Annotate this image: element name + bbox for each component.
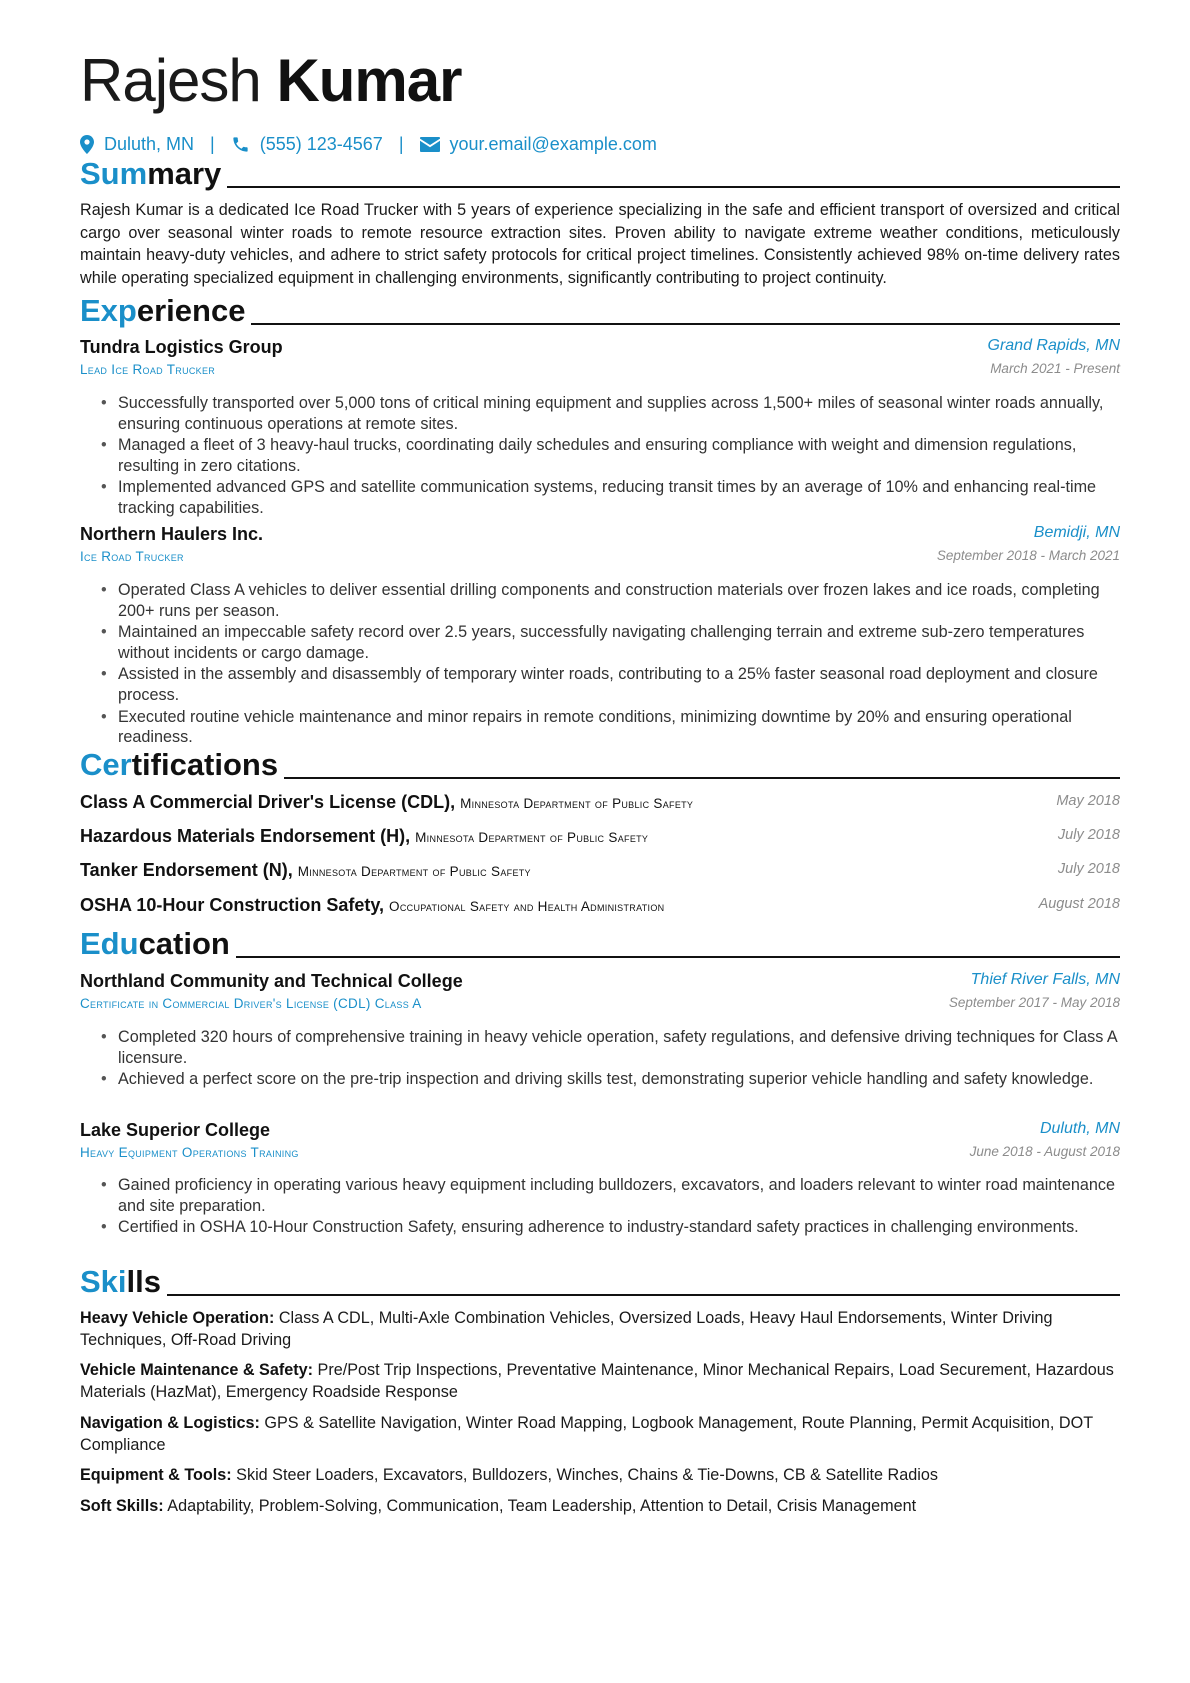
- contact-separator: |: [398, 134, 404, 154]
- skill-label: Equipment & Tools:: [80, 1466, 232, 1484]
- contact-location: [80, 134, 194, 155]
- employer-name: Northern Haulers Inc.: [80, 524, 264, 544]
- certification-issuer: Minnesota Department of Public Safety: [297, 864, 531, 879]
- skill-values: Skid Steer Loaders, Excavators, Bulldozers, Winches, Chains & Tie-Downs, CB & Satellite Radios: [236, 1466, 938, 1484]
- map-pin-icon: [80, 135, 94, 154]
- list-item: • Successfully transported over 5,000 tons of critical mining equipment and supplies across 1,500+ miles of seasonal winter roads annually, ensuring continuous operations at remote sites.: [80, 393, 1120, 434]
- contact-separator: |: [210, 134, 215, 154]
- section-rule: [284, 777, 1120, 779]
- candidate-name: [80, 46, 462, 116]
- certification-row: [80, 895, 1120, 921]
- job-title: Ice Road Trucker: [80, 549, 184, 564]
- list-item: • Assisted in the assembly and disassembly of temporary winter roads, contributing to a 25% faster seasonal road deployment and closure process.: [80, 664, 1120, 705]
- skill-values: Class A CDL, Multi-Axle Combination Vehicles, Oversized Loads, Heavy Haul Endorsements, Winter Driving Techniques, Off-Road Driving: [80, 1309, 1053, 1349]
- summary-heading: [80, 156, 1120, 192]
- job-location: Bemidji, MN: [1033, 524, 1120, 541]
- certification-row: [80, 860, 1120, 886]
- section-title: Experience: [80, 293, 246, 328]
- certification-name: Class A Commercial Driver's License (CDL), Minnesota Department of Public Safety: [80, 792, 694, 812]
- job-dates: September 2018 - March 2021: [936, 548, 1120, 563]
- skill-group: [80, 1412, 1120, 1456]
- section-title: Skills: [80, 1264, 161, 1299]
- skill-values: GPS & Satellite Navigation, Winter Road Mapping, Logbook Management, Route Planning, Permit Acquisition, DOT Compliance: [80, 1414, 1093, 1454]
- job-location: Grand Rapids, MN: [987, 337, 1120, 354]
- skill-label: Soft Skills:: [80, 1497, 164, 1515]
- certification-name: OSHA 10-Hour Construction Safety, Occupational Safety and Health Administration: [80, 895, 665, 915]
- section-title: Certifications: [80, 747, 279, 782]
- list-item: • Achieved a perfect score on the pre-trip inspection and driving skills test, demonstrating superior vehicle handling and safety knowledge.: [80, 1069, 1120, 1090]
- contact-phone[interactable]: [231, 134, 383, 155]
- summary-text: Rajesh Kumar is a dedicated Ice Road Trucker with 5 years of experience specializing in the safe and efficient transport of oversized and critical cargo over seasonal winter roads to remote resource extraction sites. Proven ability to navigate extreme weather conditions, meticulously maintain heavy-duty vehicles, and adhere to strict safety protocols for critical project timelines. Consistently achieved 98% on-time delivery rates while operating specialized equipment in challenging environments, significantly contributing to project continuity.: [80, 201, 1120, 287]
- skill-group: [80, 1359, 1120, 1403]
- job-bullets: [80, 580, 1120, 749]
- last-name: Kumar: [276, 47, 462, 114]
- certification-issuer: Minnesota Department of Public Safety: [415, 830, 649, 845]
- school-name: Northland Community and Technical College: [80, 971, 463, 991]
- section-title: Education: [80, 926, 230, 961]
- certification-name: Tanker Endorsement (N), Minnesota Department of Public Safety: [80, 860, 531, 880]
- job-bullets: [80, 393, 1120, 520]
- school-bullets: [80, 1175, 1120, 1239]
- certification-date: May 2018: [1056, 793, 1120, 809]
- first-name: Rajesh: [80, 47, 261, 114]
- list-item: • Maintained an impeccable safety record over 2.5 years, successfully navigating challenging terrain and extreme sub-zero temperatures without incidents or cargo damage.: [80, 622, 1120, 663]
- certifications-heading: [80, 747, 1120, 783]
- skills-heading: [80, 1264, 1120, 1300]
- contact-email[interactable]: [420, 134, 657, 155]
- list-item: • Executed routine vehicle maintenance and minor repairs in remote conditions, minimizing downtime by 20% and ensuring operational readiness.: [80, 707, 1120, 748]
- certification-date: July 2018: [1057, 861, 1120, 877]
- section-rule: [236, 956, 1120, 958]
- certification-row: [80, 826, 1120, 852]
- certification-date: August 2018: [1038, 896, 1120, 912]
- section-title: Summary: [80, 156, 222, 191]
- program-name: Heavy Equipment Operations Training: [80, 1145, 299, 1160]
- list-item: • Gained proficiency in operating various heavy equipment including bulldozers, excavators, and loaders relevant to winter road maintenance and site preparation.: [80, 1175, 1120, 1216]
- skill-label: Navigation & Logistics:: [80, 1414, 260, 1432]
- section-rule: [167, 1294, 1120, 1296]
- education-heading: [80, 926, 1120, 962]
- school-dates: June 2018 - August 2018: [969, 1144, 1120, 1159]
- skill-label: Vehicle Maintenance & Safety:: [80, 1361, 314, 1379]
- contact-line: [80, 134, 657, 155]
- certification-issuer: Minnesota Department of Public Safety: [460, 796, 694, 811]
- program-name: Certificate in Commercial Driver's License (CDL) Class A: [80, 996, 422, 1011]
- certification-issuer: Occupational Safety and Health Administration: [389, 899, 665, 914]
- phone-text[interactable]: (555) 123-4567: [259, 134, 383, 154]
- section-rule: [227, 186, 1120, 188]
- list-item: • Managed a fleet of 3 heavy-haul trucks, coordinating daily schedules and ensuring compliance with weight and dimension regulations, resulting in zero citations.: [80, 435, 1120, 476]
- certification-row: [80, 792, 1120, 818]
- employer-name: Tundra Logistics Group: [80, 337, 283, 357]
- job-dates: March 2021 - Present: [990, 361, 1120, 376]
- phone-icon: [231, 135, 250, 154]
- school-bullets: [80, 1027, 1120, 1091]
- school-name: Lake Superior College: [80, 1120, 271, 1140]
- certification-name: Hazardous Materials Endorsement (H), Minnesota Department of Public Safety: [80, 826, 649, 846]
- list-item: • Implemented advanced GPS and satellite communication systems, reducing transit times by an average of 10% and enhancing real-time tracking capabilities.: [80, 477, 1120, 518]
- school-location: Thief River Falls, MN: [970, 971, 1120, 988]
- job-title: Lead Ice Road Trucker: [80, 362, 216, 377]
- skill-group: [80, 1495, 1120, 1517]
- envelope-icon: [420, 137, 440, 152]
- section-rule: [251, 323, 1120, 325]
- skill-group: [80, 1464, 1120, 1486]
- experience-heading: [80, 293, 1120, 329]
- skill-values: Pre/Post Trip Inspections, Preventative Maintenance, Minor Mechanical Repairs, Load Securement, Hazardous Materials (HazMat), Emergency Roadside Response: [80, 1361, 1114, 1401]
- skill-values: Adaptability, Problem-Solving, Communication, Team Leadership, Attention to Detail, Crisis Management: [167, 1497, 917, 1515]
- certification-date: July 2018: [1057, 827, 1120, 843]
- skill-group: [80, 1307, 1120, 1351]
- email-link[interactable]: your.email@example.com: [449, 134, 657, 154]
- list-item: • Completed 320 hours of comprehensive training in heavy vehicle operation, safety regulations, and defensive driving techniques for Class A licensure.: [80, 1027, 1120, 1068]
- location-text: Duluth, MN: [104, 134, 195, 154]
- school-location: Duluth, MN: [1039, 1120, 1120, 1137]
- school-dates: September 2017 - May 2018: [948, 995, 1120, 1010]
- skill-label: Heavy Vehicle Operation:: [80, 1309, 275, 1327]
- list-item: • Certified in OSHA 10-Hour Construction Safety, ensuring adherence to industry-standard safety practices in challenging environments.: [80, 1217, 1120, 1238]
- list-item: • Operated Class A vehicles to deliver essential drilling components and construction materials over frozen lakes and ice roads, completing 200+ runs per season.: [80, 580, 1120, 621]
